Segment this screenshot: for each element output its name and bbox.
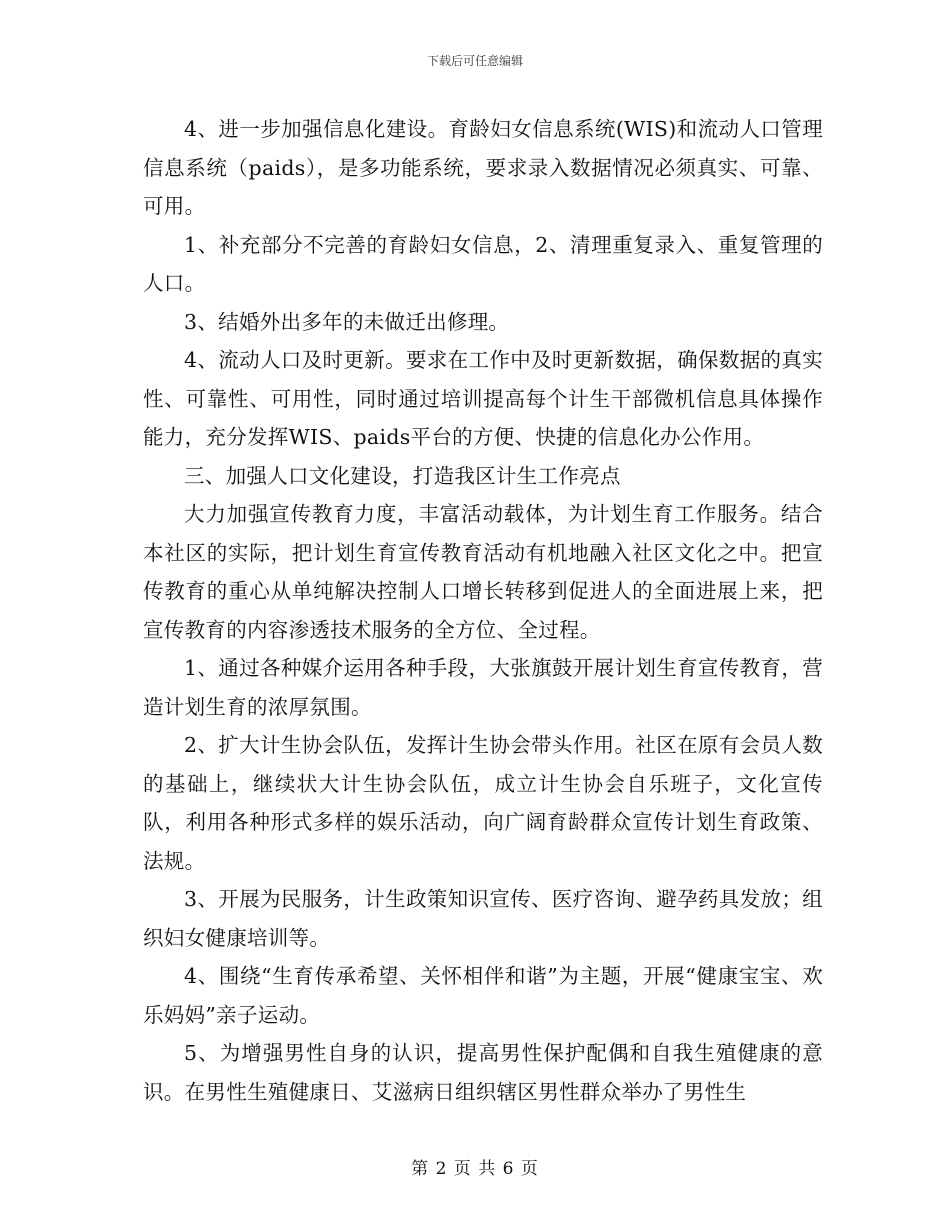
section-heading: 三、加强人口文化建设，打造我区计生工作亮点 (184, 463, 621, 488)
paragraph: 2、扩大计生协会队伍，发挥计生协会带头作用。社区在原有会员人数的基础上，继续状大计生协会队伍，成立计生协会自乐班子，文化宣传队，利用各种形式多样的娱乐活动，向广阔育龄群众宣传计划生育政策、法规。 (143, 733, 823, 873)
paragraph: 3、结婚外出多年的未做迁出修理。 (184, 309, 510, 334)
paragraph: 5、为增强男性自身的认识，提高男性保护配偶和自我生殖健康的意识。在男性生殖健康日、艾滋病日组织辖区男性群众举办了男性生 (143, 1041, 823, 1104)
paragraph: 大力加强宣传教育力度，丰富活动载体，为计划生育工作服务。结合本社区的实际，把计划生育宣传教育活动有机地融入社区文化之中。把宣传教育的重心从单纯解决控制人口增长转移到促进人的全面进展上来，把宣传教育的内容渗透技术服务的全方位、全过程。 (143, 502, 823, 642)
page-number: 第 2 页 共 6 页 (411, 1159, 539, 1179)
paragraph: 4、进一步加强信息化建设。育龄妇女信息系统(WIS)和流动人口管理信息系统（paids），是多功能系统，要求录入数据情况必须真实、可靠、可用。 (143, 117, 823, 218)
document-body (143, 110, 823, 1111)
paragraph: 3、开展为民服务，计生政策知识宣传、医疗咨询、避孕药具发放；组织妇女健康培训等。 (143, 887, 823, 950)
paragraph: 1、补充部分不完善的育龄妇女信息，2、清理重复录入、重复管理的人口。 (143, 232, 823, 295)
paragraph: 4、流动人口及时更新。要求在工作中及时更新数据，确保数据的真实性、可靠性、可用性，同时通过培训提高每个计生干部微机信息具体操作能力，充分发挥WIS、paids平台的方便、快捷的信息化办公作用。 (143, 348, 823, 449)
page-header: 下载后可任意编辑 (426, 54, 523, 68)
paragraph: 1、通过各种媒介运用各种手段，大张旗鼓开展计划生育宣传教育，营造计划生育的浓厚氛围。 (143, 656, 823, 719)
paragraph: 4、围绕“生育传承希望、关怀相伴和谐”为主题，开展“健康宝宝、欢乐妈妈”亲子运动。 (143, 964, 823, 1027)
